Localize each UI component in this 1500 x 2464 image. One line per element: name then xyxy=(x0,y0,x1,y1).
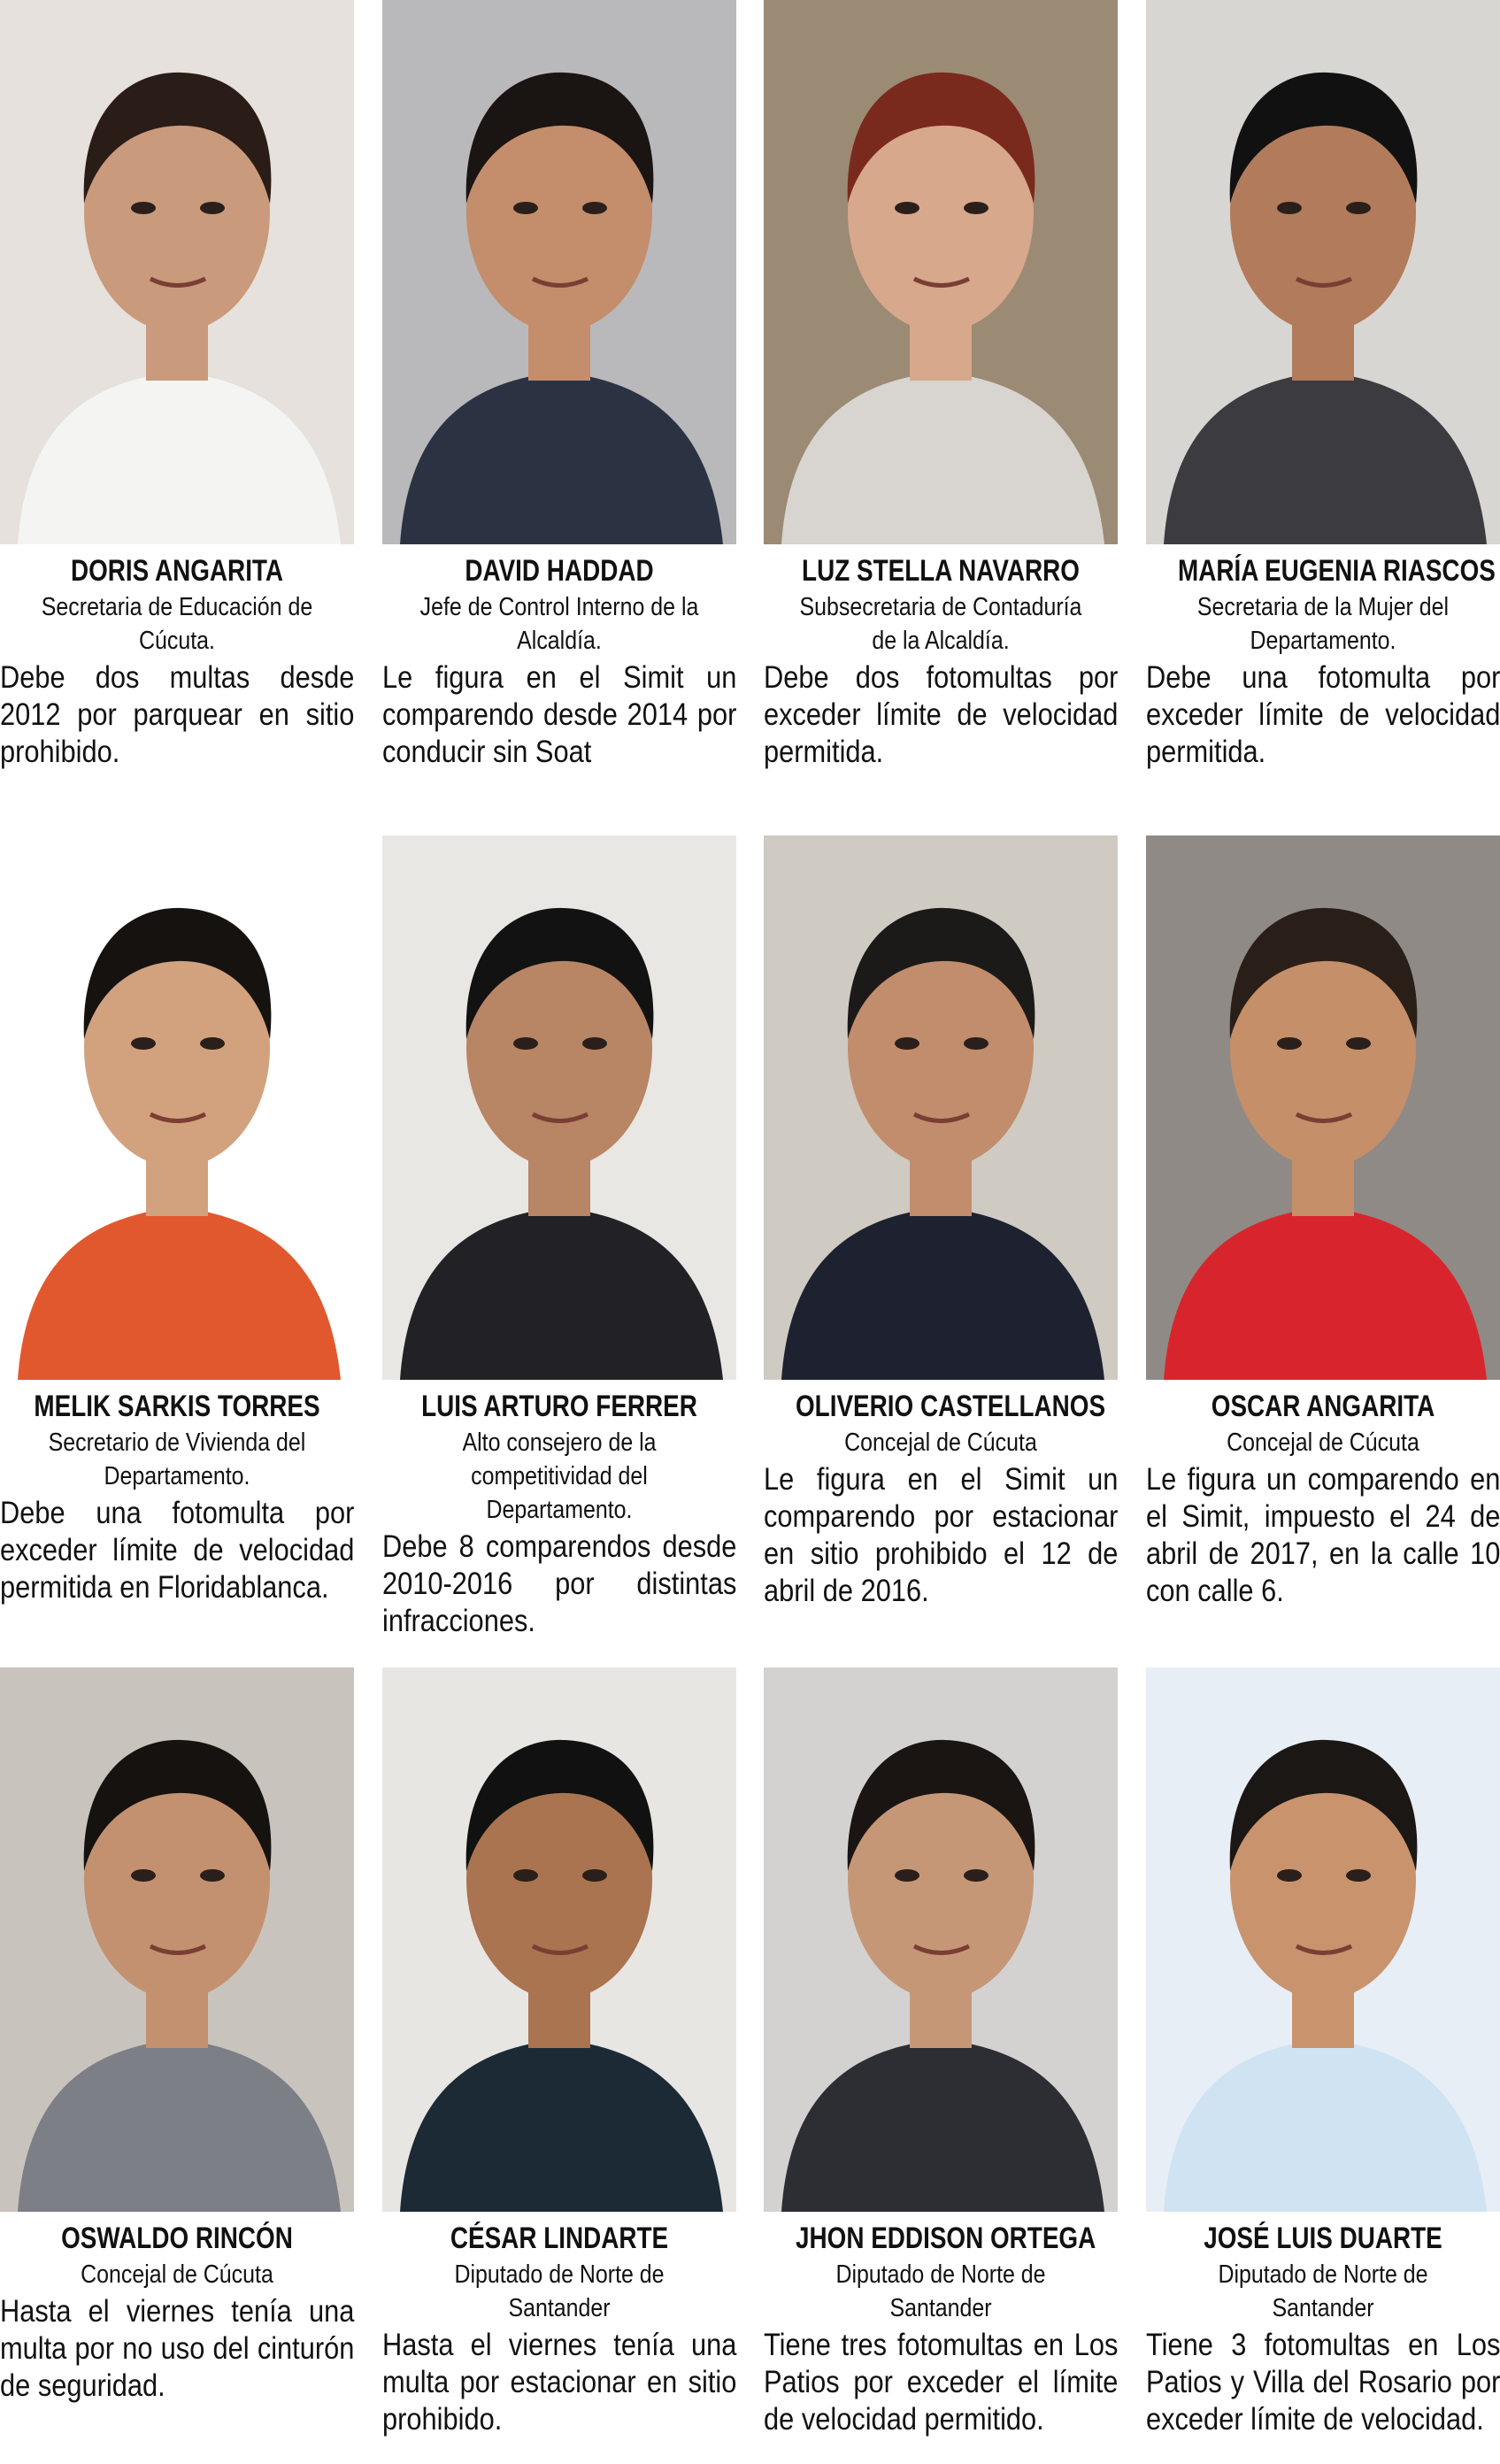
official-photo xyxy=(382,835,736,1380)
official-infraction: Debe una fotomulta por exceder límite de velocidad permitida. xyxy=(1146,660,1500,769)
official-caption xyxy=(764,1389,1118,1610)
official-photo xyxy=(382,0,736,544)
official-name: CÉSAR LINDARTE xyxy=(450,2221,669,2255)
official-infraction: Debe una fotomulta por exceder límite de velocidad permitida en Floridablanca. xyxy=(0,1496,355,1605)
official-caption xyxy=(1146,553,1500,771)
official-role: Subsecretaria de Contaduría de la Alcaldía. xyxy=(799,593,1082,655)
official-infraction: Tiene tres fotomultas en Los Patios por exceder el límite de velocidad permitido. xyxy=(764,2328,1119,2437)
official-name: OLIVERIO CASTELLANOS xyxy=(796,1390,1106,1423)
official-role: Secretaria de la Mujer del Departamento. xyxy=(1196,593,1450,655)
official-infraction: Le figura un comparendo en el Simit, impuesto el 24 de abril de 2017, en la calle 10 con calle 6. xyxy=(1146,1462,1500,1608)
official-caption xyxy=(0,2221,354,2405)
official-infraction: Tiene 3 fotomultas en Los Patios y Villa del Rosario por exceder límite de velocidad. xyxy=(1146,2328,1500,2437)
official-photo xyxy=(764,835,1118,1380)
official-infraction: Debe 8 comparendos desde 2010-2016 por distintas infracciones. xyxy=(382,1529,737,1638)
official-role: Secretario de Vivienda del Departamento. xyxy=(48,1428,306,1490)
official-name: MELIK SARKIS TORRES xyxy=(34,1390,320,1423)
official-caption xyxy=(764,2221,1118,2438)
official-infraction: Hasta el viernes tenía una multa por no uso del cinturón de seguridad. xyxy=(0,2294,355,2403)
official-name: LUIS ARTURO FERRER xyxy=(421,1390,697,1423)
official-photo xyxy=(1146,1667,1500,2212)
official-infraction: Le figura en el Simit un comparendo desde 2014 por conducir sin Soat xyxy=(382,660,737,769)
official-caption xyxy=(764,553,1118,771)
official-infraction: Hasta el viernes tenía una multa por estacionar en sitio prohibido. xyxy=(382,2328,737,2437)
official-caption xyxy=(382,1389,736,1640)
official-caption xyxy=(382,2221,736,2438)
official-role: Diputado de Norte de Santander xyxy=(835,2260,1046,2322)
official-role: Secretaria de Educación de Cúcuta. xyxy=(41,593,313,655)
official-photo xyxy=(1146,835,1500,1380)
official-caption xyxy=(0,1389,354,1606)
official-infraction: Debe dos fotomultas por exceder límite de velocidad permitida. xyxy=(764,660,1119,769)
official-photo xyxy=(382,1667,736,2212)
official-name: OSWALDO RINCÓN xyxy=(61,2221,293,2255)
official-caption xyxy=(382,553,736,771)
official-role: Jefe de Control Interno de la Alcaldía. xyxy=(419,593,699,655)
official-name: DORIS ANGARITA xyxy=(70,554,284,588)
official-name: JOSÉ LUIS DUARTE xyxy=(1204,2221,1442,2255)
official-infraction: Debe dos multas desde 2012 por parquear en sitio prohibido. xyxy=(0,660,355,769)
official-photo xyxy=(764,1667,1118,2212)
official-name: JHON EDDISON ORTEGA xyxy=(796,2221,1096,2255)
official-photo xyxy=(0,1667,354,2212)
official-caption xyxy=(0,553,354,771)
official-role: Alto consejero de la competitividad del Departamento. xyxy=(462,1428,657,1524)
official-infraction: Le figura en el Simit un comparendo por estacionar en sitio prohibido el 12 de abril de 2016. xyxy=(764,1462,1119,1608)
official-name: MARÍA EUGENIA RIASCOS xyxy=(1178,554,1496,588)
official-photo xyxy=(1146,0,1500,544)
official-name: LUZ STELLA NAVARRO xyxy=(802,554,1080,588)
official-photo xyxy=(764,0,1118,544)
official-photo xyxy=(0,835,354,1380)
official-role: Diputado de Norte de Santander xyxy=(1218,2260,1428,2322)
official-name: DAVID HADDAD xyxy=(465,554,654,588)
official-caption xyxy=(1146,2221,1500,2438)
official-role: Concejal de Cúcuta xyxy=(81,2260,273,2289)
official-role: Concejal de Cúcuta xyxy=(1227,1428,1419,1457)
official-name: OSCAR ANGARITA xyxy=(1211,1390,1435,1423)
official-role: Diputado de Norte de Santander xyxy=(454,2260,665,2322)
official-caption xyxy=(1146,1389,1500,1610)
official-photo xyxy=(0,0,354,544)
official-role: Concejal de Cúcuta xyxy=(844,1428,1037,1457)
